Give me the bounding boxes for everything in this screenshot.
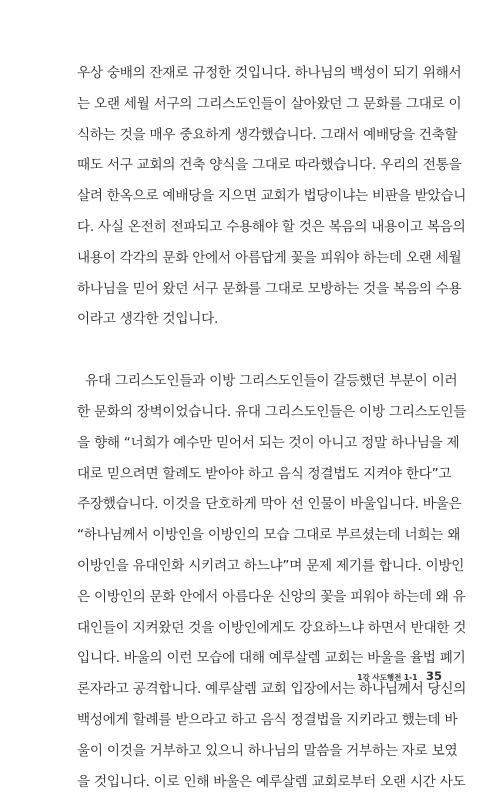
text-line: 주장했습니다. 이것을 단호하게 막아 선 인물이 바울입니다. 바울은 <box>77 496 462 513</box>
paragraph-1 <box>77 58 467 335</box>
text-line: 다. 사실 온전히 전파되고 수용해야 할 것은 복음의 내용이고 복음의 <box>77 218 466 235</box>
running-head: 1강 사도행전 1-1 <box>357 673 418 682</box>
paragraph-spacer <box>77 335 449 366</box>
paragraph-2 <box>77 366 467 797</box>
text-line: 론자라고 공격합니다. 예루살렘 교회 입장에서는 하나님께서 당신의 <box>77 681 467 698</box>
text-line: 을 향해 “너희가 예수만 믿어서 되는 것이 아니고 정말 하나님을 제 <box>77 434 460 451</box>
text-line: 입니다. 바울의 이런 모습에 대해 예루살렘 교회는 바울을 율법 폐기 <box>77 650 466 667</box>
text-line: 식하는 것을 매우 중요하게 생각했습니다. 그래서 예배당을 건축할 <box>77 126 458 143</box>
text-line: 때도 서구 교회의 건축 양식을 그대로 따라했습니다. 우리의 전통을 <box>77 157 462 174</box>
page-number: 35 <box>425 669 442 683</box>
text-line: 는 오랜 세월 서구의 그리스도인들이 살아왔던 그 문화를 그대로 이 <box>77 95 462 112</box>
body-text <box>77 58 467 797</box>
text-line: 살려 한옥으로 예배당을 지으면 교회가 법당이냐는 비판을 받았습니 <box>77 188 467 205</box>
text-line: 하나님을 믿어 왔던 서구 문화를 그대로 모방하는 것을 복음의 수용 <box>77 280 462 297</box>
text-line: 백성에게 할례를 받으라고 하고 음식 정결법을 지키라고 했는데 바 <box>77 711 458 728</box>
text-line: 유대 그리스도인들과 이방 그리스도인들이 갈등했던 부분이 이러 <box>77 373 458 390</box>
text-line: 을 것입니다. 이로 인해 바울은 예루살렘 교회로부터 오랜 시간 사도 <box>77 773 466 790</box>
text-line: 대인들이 지켜왔던 것을 이방인에게도 강요하느냐 하면서 반대한 것 <box>77 619 467 636</box>
text-line: 울이 이것을 거부하고 있으니 하나님의 말씀을 거부하는 자로 보였 <box>77 742 458 759</box>
text-line: 대로 믿으려면 할례도 받아야 하고 음식 정결법도 지켜야 한다”고 <box>77 465 452 482</box>
text-line: “하나님께서 이방인을 이방인의 모습 그대로 부르셨는데 너희는 왜 <box>77 527 461 544</box>
text-line: 내용이 각각의 문화 안에서 아름답게 꽃을 피워야 하는데 오랜 세월 <box>77 249 462 266</box>
text-line: 은 이방인의 문화 안에서 아름다운 신앙의 꽃을 피워야 하는데 왜 유 <box>77 588 466 605</box>
page-footer <box>357 669 442 683</box>
text-line: 이라고 생각한 것입니다. <box>77 311 219 328</box>
text-line: 한 문화의 장벽이었습니다. 유대 그리스도인들은 이방 그리스도인들 <box>77 403 467 420</box>
text-line: 우상 숭배의 잔재로 규정한 것입니다. 하나님의 백성이 되기 위해서 <box>77 65 462 81</box>
text-line: 이방인을 유대인화 시키려고 하느냐”며 문제 제기를 합니다. 이방인 <box>77 557 465 574</box>
